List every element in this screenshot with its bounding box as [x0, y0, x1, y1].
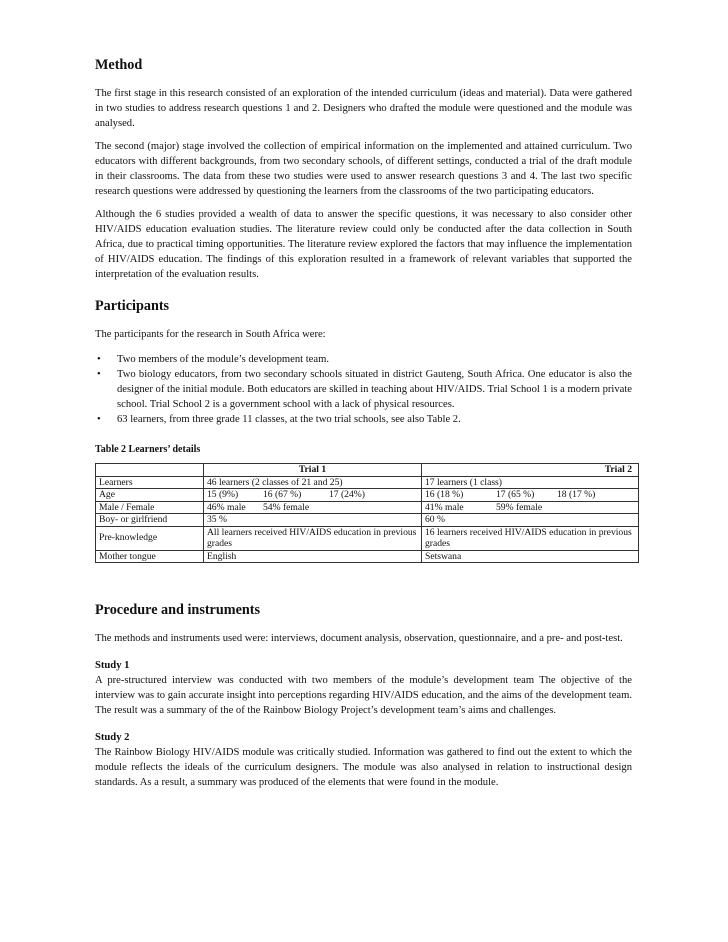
- bullet-icon: •: [97, 354, 101, 365]
- table-cell: English: [204, 550, 422, 563]
- table-cell: 46% male 54% female: [204, 501, 422, 514]
- learners-table: [95, 463, 639, 563]
- table-cell: Setswana: [422, 550, 639, 563]
- study-2-title: Study 2: [95, 732, 130, 743]
- table-header-cell: Trial 2: [422, 464, 639, 477]
- method-paragraph-3: Although the 6 studies provided a wealth of data to answer the specific questions, it was necessary to also consider other HIV/AIDS education evaluation studies. The literature review could only be conducted after the data collection in South Africa, due to practical timing opportunities. The literature review explored the factors that may influence the implementation of HIV/AIDS education. The findings of this exploration resulted in a framework of relevant variables that supported the interpretation of the evaluation results.: [95, 209, 632, 280]
- participants-intro: The participants for the research in South Africa were:: [95, 329, 326, 340]
- table-cell: 60 %: [422, 514, 639, 527]
- table-cell: 17 learners (1 class): [422, 476, 639, 489]
- row-label: Learners: [96, 476, 204, 489]
- table-cell: All learners received HIV/AIDS education in previous grades: [204, 526, 422, 550]
- table-cell: 35 %: [204, 514, 422, 527]
- table-row: [96, 514, 639, 527]
- list-item: • 63 learners, from three grade 11 classes, at the two trial schools, see also Table 2.: [97, 414, 461, 425]
- list-item: • Two members of the module’s development team.: [97, 354, 329, 365]
- method-heading: Method: [95, 57, 143, 73]
- table-row: [96, 526, 639, 550]
- row-label: Male / Female: [96, 501, 204, 514]
- table-row: [96, 501, 639, 514]
- table-header-cell: Trial 1: [204, 464, 422, 477]
- table-header-row: [96, 464, 639, 477]
- method-paragraph-1: The first stage in this research consisted of an exploration of the intended curriculum (ideas and material). Data were gathered in two studies to address research questions 1 and 2. Designers who drafted the module were questioned and the module was analysed.: [95, 88, 632, 129]
- bullet-icon: •: [97, 414, 101, 425]
- document-page: [95, 56, 632, 790]
- bullet-icon: •: [97, 369, 101, 380]
- row-label: Age: [96, 489, 204, 502]
- table-row: [96, 489, 639, 502]
- procedure-heading: Procedure and instruments: [95, 602, 260, 618]
- table-row: [96, 550, 639, 563]
- row-label: Pre-knowledge: [96, 526, 204, 550]
- table-cell: 16 (18 %) 17 (65 %) 18 (17 %): [422, 489, 639, 502]
- table-cell: 41% male 59% female: [422, 501, 639, 514]
- table-cell: 15 (9%) 16 (67 %) 17 (24%): [204, 489, 422, 502]
- method-paragraph-2: The second (major) stage involved the collection of empirical information on the implemented and attained curriculum. Two educators with different backgrounds, from two secondary schools, of different settings, conducted a trial of the draft module in their classrooms. The data from these two studies were used to answer research questions 3 and 4. The last two specific research questions were addressed by questioning the learners from the classrooms of the two participating educators.: [95, 141, 632, 197]
- row-label: Mother tongue: [96, 550, 204, 563]
- table-cell: 46 learners (2 classes of 21 and 25): [204, 476, 422, 489]
- table-header-cell: [96, 464, 204, 477]
- procedure-paragraph: The methods and instruments used were: interviews, document analysis, observation, questionnaire, and a pre- and post-test.: [95, 633, 623, 644]
- table-row: [96, 476, 639, 489]
- study-1-title: Study 1: [95, 660, 130, 671]
- study-1-text: A pre-structured interview was conducted with two members of the module’s development team The objective of the interview was to gain accurate insight into perceptions regarding HIV/AIDS education, and the aims of the development team. The result was a summary of the of the Rainbow Biology Project’s development team’s aims and challenges.: [95, 675, 632, 716]
- table-caption: Table 2 Learners’ details: [95, 444, 201, 455]
- table-cell: 16 learners received HIV/AIDS education in previous grades: [422, 526, 639, 550]
- row-label: Boy- or girlfriend: [96, 514, 204, 527]
- participants-list: [95, 352, 632, 427]
- participants-heading: Participants: [95, 298, 170, 314]
- study-2-text: The Rainbow Biology HIV/AIDS module was critically studied. Information was gathered to find out the extent to which the module reflects the ideals of the curriculum designers. The module was also analysed in relation to instructional design standards. As a result, a summary was produced of the elements that were found in the module.: [95, 747, 632, 788]
- list-item: • Two biology educators, from two secondary schools situated in district Gauteng, South Africa. One educator is also the designer of the initial module. Both educators are skilled in teaching about HIV/AIDS. Trial School 1 is a modern private school. Trial School 2 is a government school with a lack of physical resources.: [97, 369, 632, 410]
